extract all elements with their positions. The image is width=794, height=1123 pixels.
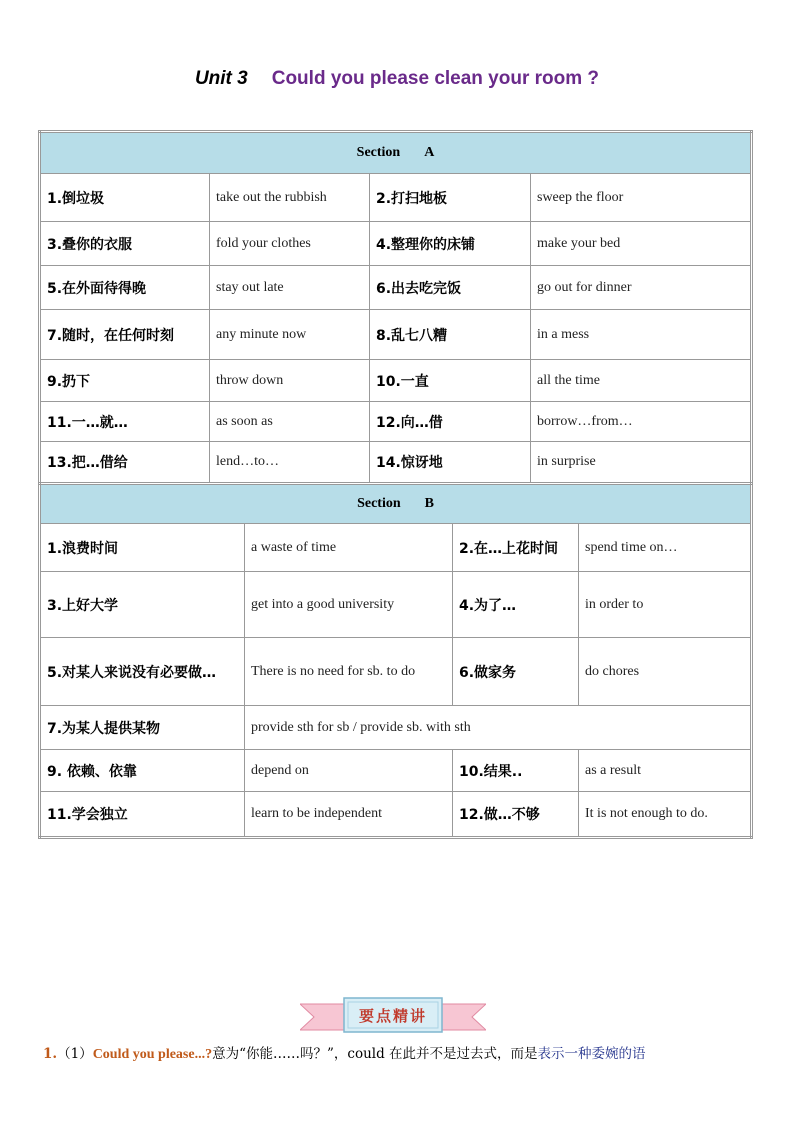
table-row bbox=[40, 266, 752, 310]
vocab-zh: 12.向…借 bbox=[370, 402, 531, 442]
section-b-table bbox=[38, 482, 753, 839]
note-text-highlight: 表示一种委婉的语 bbox=[537, 1046, 646, 1062]
note-text: 意为“你能……吗？”，could 在此并不是过去式，而是 bbox=[212, 1046, 538, 1062]
unit-name: Could you please clean your room ? bbox=[271, 68, 600, 89]
vocab-en: make your bed bbox=[531, 222, 752, 266]
table-row bbox=[40, 524, 752, 572]
vocab-zh: 2.打扫地板 bbox=[370, 174, 531, 222]
vocab-en: stay out late bbox=[210, 266, 370, 310]
section-a-table bbox=[38, 130, 753, 485]
vocab-zh: 5.在外面待得晚 bbox=[40, 266, 210, 310]
vocab-zh: 6.出去吃完饭 bbox=[370, 266, 531, 310]
vocab-zh: 10.结果.. bbox=[453, 750, 579, 792]
table-row bbox=[40, 706, 752, 750]
vocab-zh: 3.叠你的衣服 bbox=[40, 222, 210, 266]
vocab-en: depend on bbox=[245, 750, 453, 792]
explanation-line bbox=[43, 1042, 763, 1063]
table-row bbox=[40, 792, 752, 838]
vocab-en: go out for dinner bbox=[531, 266, 752, 310]
vocab-zh: 4.整理你的床铺 bbox=[370, 222, 531, 266]
vocab-en: provide sth for sb / provide sb. with sth bbox=[245, 706, 752, 750]
vocab-en: borrow…from… bbox=[531, 402, 752, 442]
vocab-zh: 6.做家务 bbox=[453, 638, 579, 706]
vocab-zh: 14.惊讶地 bbox=[370, 442, 531, 484]
vocab-zh: 7.随时，在任何时刻 bbox=[40, 310, 210, 360]
vocab-zh: 2.在…上花时间 bbox=[453, 524, 579, 572]
vocab-en: take out the rubbish bbox=[210, 174, 370, 222]
vocab-zh: 1.浪费时间 bbox=[40, 524, 245, 572]
vocab-en: sweep the floor bbox=[531, 174, 752, 222]
vocab-en: as soon as bbox=[210, 402, 370, 442]
vocab-en: as a result bbox=[579, 750, 752, 792]
vocab-en: learn to be independent bbox=[245, 792, 453, 838]
note-part: （1） bbox=[57, 1046, 93, 1062]
vocab-zh: 13.把…借给 bbox=[40, 442, 210, 484]
table-row bbox=[40, 360, 752, 402]
section-a-header: Section A bbox=[40, 132, 752, 174]
table-row bbox=[40, 310, 752, 360]
vocab-en: in surprise bbox=[531, 442, 752, 484]
note-number: 1. bbox=[43, 1046, 58, 1062]
vocab-en: a waste of time bbox=[245, 524, 453, 572]
vocab-en: in order to bbox=[579, 572, 752, 638]
vocab-zh: 9.扔下 bbox=[40, 360, 210, 402]
vocab-zh: 4.为了… bbox=[453, 572, 579, 638]
vocab-en: any minute now bbox=[210, 310, 370, 360]
page-title bbox=[0, 68, 794, 90]
vocab-zh: 5.对某人来说没有必要做… bbox=[40, 638, 245, 706]
vocab-en: lend…to… bbox=[210, 442, 370, 484]
table-row bbox=[40, 222, 752, 266]
vocab-zh: 10.一直 bbox=[370, 360, 531, 402]
section-b-header: Section B bbox=[40, 484, 752, 524]
table-row bbox=[40, 638, 752, 706]
vocab-en: do chores bbox=[579, 638, 752, 706]
vocab-en: fold your clothes bbox=[210, 222, 370, 266]
note-key-phrase: Could you please...? bbox=[92, 1047, 213, 1062]
vocab-en: in a mess bbox=[531, 310, 752, 360]
vocab-en: get into a good university bbox=[245, 572, 453, 638]
vocab-zh: 9. 依赖、依靠 bbox=[40, 750, 245, 792]
table-row bbox=[40, 402, 752, 442]
vocab-zh: 3.上好大学 bbox=[40, 572, 245, 638]
vocab-en: all the time bbox=[531, 360, 752, 402]
vocab-zh: 12.做…不够 bbox=[453, 792, 579, 838]
table-row bbox=[40, 442, 752, 484]
vocab-zh: 8.乱七八糟 bbox=[370, 310, 531, 360]
table-row bbox=[40, 572, 752, 638]
table-row bbox=[40, 750, 752, 792]
vocab-en: throw down bbox=[210, 360, 370, 402]
vocab-en: There is no need for sb. to do bbox=[245, 638, 453, 706]
table-row bbox=[40, 174, 752, 222]
vocab-zh: 11.学会独立 bbox=[40, 792, 245, 838]
vocab-zh: 7.为某人提供某物 bbox=[40, 706, 245, 750]
vocab-en: It is not enough to do. bbox=[579, 792, 752, 838]
unit-label: Unit 3 bbox=[194, 68, 248, 89]
vocab-en: spend time on… bbox=[579, 524, 752, 572]
vocab-zh: 11.一…就… bbox=[40, 402, 210, 442]
badge-label: 要点精讲 bbox=[358, 1007, 427, 1025]
vocab-zh: 1.倒垃圾 bbox=[40, 174, 210, 222]
